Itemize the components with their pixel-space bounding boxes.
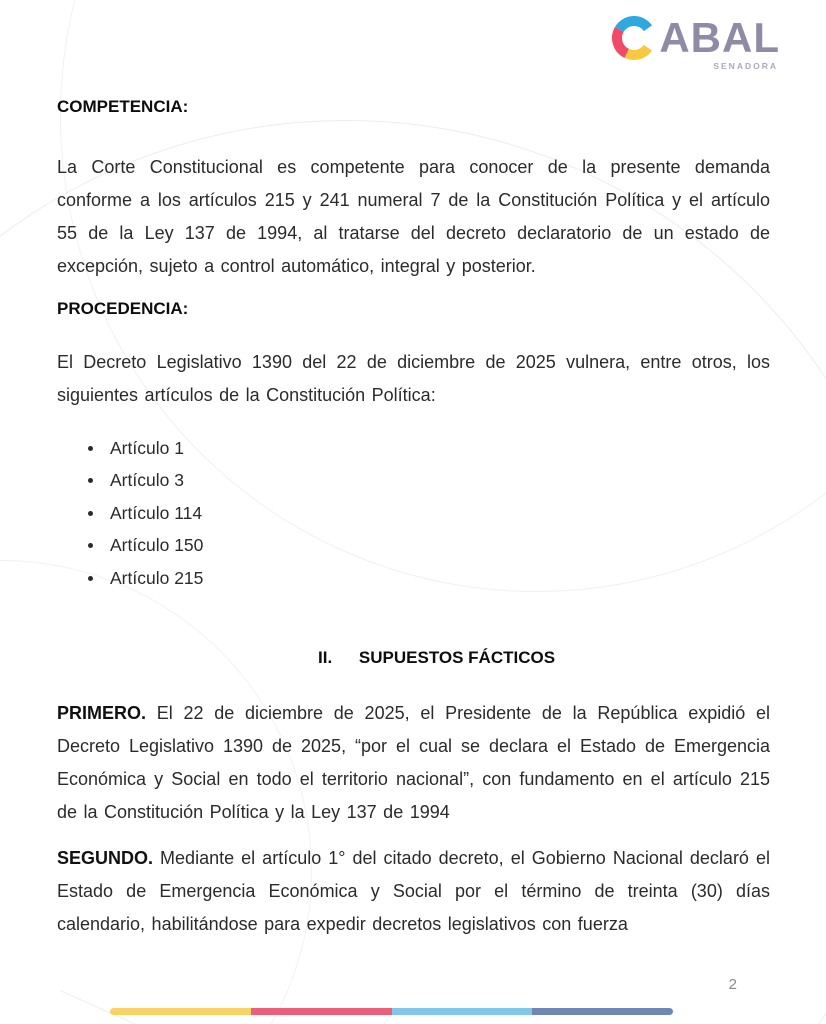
section-title: SUPUESTOS FÁCTICOS	[358, 648, 556, 667]
competencia-paragraph: La Corte Constitucional es competente para conocer de la presente demanda conforme a los artículos 215 y 241 numeral 7 de la Constitución Política y el artículo 55 de la Ley 137 de 1994, al tratarse del decreto declaratorio de un estado de excepción, sujeto a control automático, integral y posterior.	[57, 157, 770, 276]
footer-bar-segment-pink	[251, 1008, 392, 1015]
footer-bar-segment-yellow	[110, 1008, 251, 1015]
primero-paragraph	[57, 697, 770, 829]
list-item: Artículo 3	[57, 464, 770, 496]
procedencia-heading: PROCEDENCIA:	[57, 299, 189, 318]
watermark-line	[60, 990, 826, 1024]
list-item: Artículo 150	[57, 529, 770, 561]
section-number: II.	[318, 648, 333, 667]
logo-subtitle: SENADORA	[713, 61, 778, 71]
list-item: Artículo 114	[57, 497, 770, 529]
segundo-paragraph	[57, 842, 770, 941]
list-item: Artículo 1	[57, 432, 770, 464]
footer-color-bar	[110, 1008, 673, 1015]
logo-c-arc-pink	[617, 30, 627, 54]
articles-bullet-list	[57, 432, 770, 594]
footer-bar-segment-slate	[532, 1008, 673, 1015]
primero-text: El 22 de diciembre de 2025, el Presidente de la República expidió el Decreto Legislativo 1390 de 2025, “por el cual se declara el Estado de Emergencia Económica y Social en todo el territorio nacional”, con fundamento en el artículo 215 de la Constitución Política y la Ley 137 de 1994	[57, 703, 770, 822]
logo-wordmark: ABAL	[659, 14, 780, 61]
competencia-heading: COMPETENCIA:	[57, 97, 189, 116]
list-item: Artículo 215	[57, 562, 770, 594]
cabal-logo	[610, 14, 780, 71]
primero-lead: PRIMERO.	[57, 703, 147, 723]
procedencia-paragraph: El Decreto Legislativo 1390 del 22 de diciembre de 2025 vulnera, entre otros, los siguientes artículos de la Constitución Política:	[57, 352, 770, 405]
logo-c-arc-yellow	[627, 48, 648, 55]
page-number: 2	[728, 976, 737, 993]
logo-c-arc-blue	[620, 21, 649, 29]
footer-bar-segment-lightblue	[392, 1008, 533, 1015]
segundo-text: Mediante el artículo 1° del citado decreto, el Gobierno Nacional declaró el Estado de Emergencia Económica y Social por el término de treinta (30) días calendario, habilitándose para expedir decretos legislativos con fuerza	[57, 848, 770, 934]
segundo-lead: SEGUNDO.	[57, 848, 154, 868]
supuestos-facticos-heading	[57, 648, 770, 668]
logo-c-icon	[610, 14, 658, 62]
